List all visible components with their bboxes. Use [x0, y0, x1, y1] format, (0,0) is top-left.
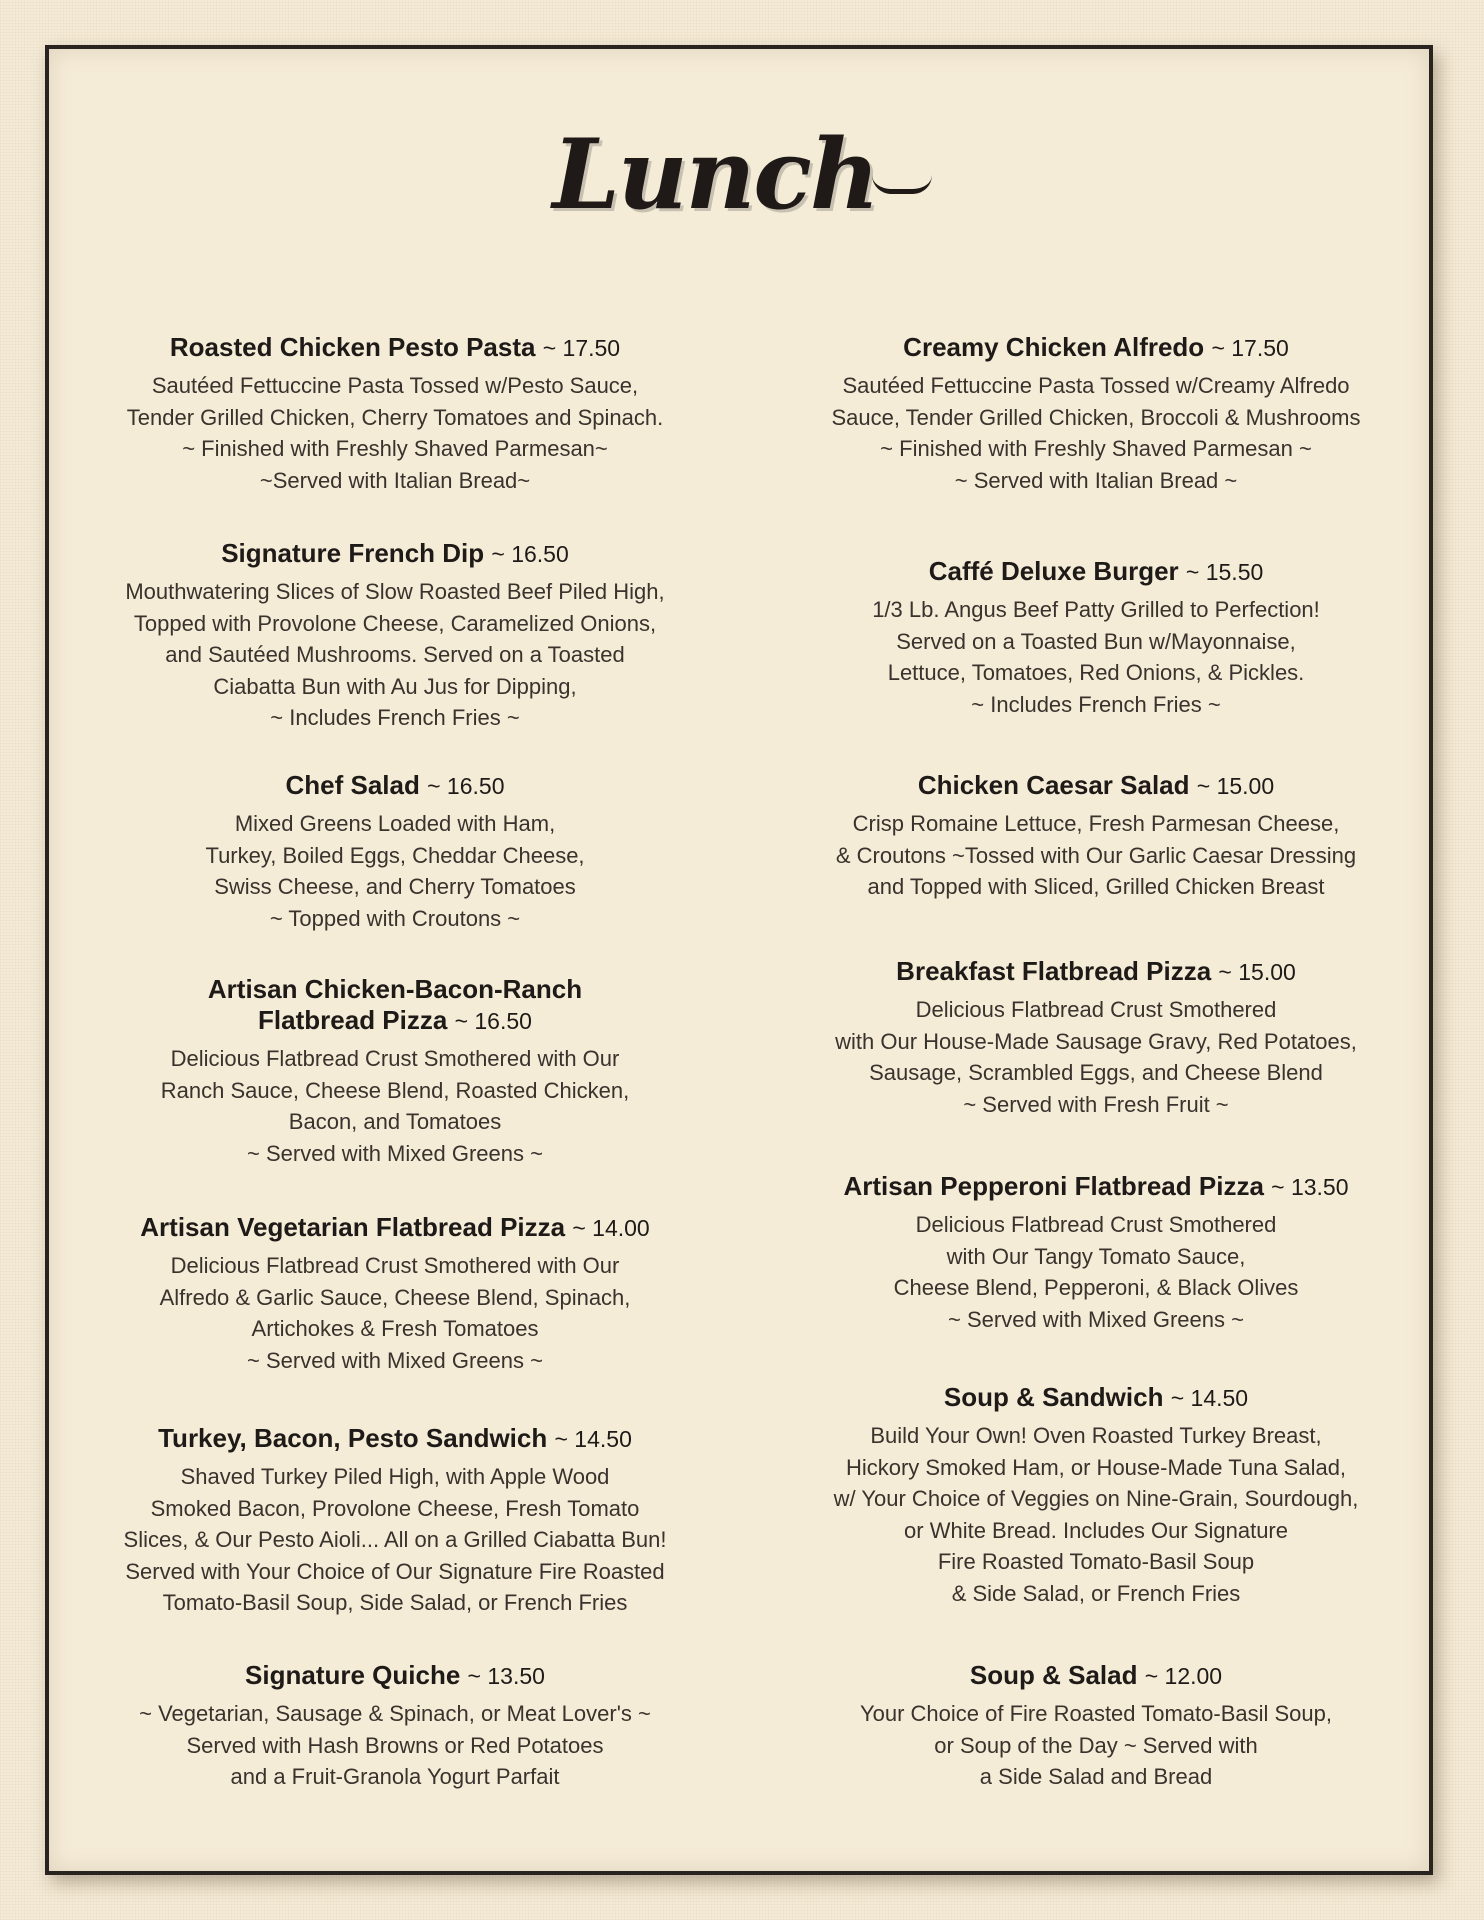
item-description-line: and a Fruit-Granola Yogurt Parfait [230, 1764, 560, 1789]
item-description-line: ~ Vegetarian, Sausage & Spinach, or Meat Lover's ~ [139, 1701, 651, 1726]
item-price: ~ 14.50 [1170, 1385, 1249, 1411]
item-name: Artisan Pepperoni Flatbread Pizza ~ 13.50 [843, 1171, 1349, 1201]
item-description-line: Slices, & Our Pesto Aioli... All on a Grilled Ciabatta Bun! [123, 1527, 667, 1552]
menu-item-artisan-pepperoni-flatbread [776, 1171, 1416, 1335]
item-price: ~ 16.50 [427, 773, 505, 799]
item-name: Turkey, Bacon, Pesto Sandwich ~ 14.50 [158, 1423, 632, 1453]
item-name: Signature Quiche ~ 13.50 [245, 1660, 545, 1690]
item-description-line: ~Served with Italian Bread~ [259, 467, 531, 493]
item-description-line: Your Choice of Fire Roasted Tomato-Basil Soup, [859, 1701, 1333, 1726]
menu-item-creamy-chicken-alfredo [776, 332, 1416, 496]
item-description-line: Ranch Sauce, Cheese Blend, Roasted Chicken, [160, 1077, 630, 1103]
item-price: ~ 14.50 [554, 1426, 632, 1452]
item-price: ~ 15.00 [1196, 773, 1275, 799]
item-description-line: Cheese Blend, Pepperoni, & Black Olives [893, 1275, 1299, 1300]
item-name: Signature French Dip ~ 16.50 [221, 538, 569, 568]
item-description-line: 1/3 Lb. Angus Beef Patty Grilled to Perfection! [872, 597, 1320, 622]
item-description-line: Tomato-Basil Soup, Side Salad, or French Fries [162, 1590, 628, 1615]
item-price: ~ 13.50 [467, 1663, 545, 1689]
item-description-line: Turkey, Boiled Eggs, Cheddar Cheese, [205, 842, 585, 868]
item-description-line: & Croutons ~Tossed with Our Garlic Caesar Dressing [835, 842, 1357, 868]
item-description-line: Crisp Romaine Lettuce, Fresh Parmesan Cheese, [852, 811, 1340, 836]
item-name: Artisan Chicken-Bacon-Ranch Flatbread Pizza ~ 16.50 [207, 974, 583, 1035]
item-description-line: or Soup of the Day ~ Served with [934, 1732, 1258, 1758]
item-description-line: and Topped with Sliced, Grilled Chicken Breast [867, 874, 1325, 899]
menu-item-signature-french-dip [75, 538, 715, 734]
item-name: Breakfast Flatbread Pizza ~ 15.00 [896, 956, 1296, 986]
item-description-line: Mixed Greens Loaded with Ham, [234, 811, 556, 836]
item-description-line: Swiss Cheese, and Cherry Tomatoes [214, 874, 576, 899]
item-description-line: ~ Served with Mixed Greens ~ [948, 1306, 1244, 1332]
item-description-line: and Sautéed Mushrooms. Served on a Toasted [165, 642, 625, 667]
item-description-line: Ciabatta Bun with Au Jus for Dipping, [213, 673, 577, 699]
menu-title: Lunch [0, 118, 1484, 231]
item-description-line: Shaved Turkey Piled High, with Apple Wood [180, 1464, 610, 1489]
item-description-line: Lettuce, Tomatoes, Red Onions, & Pickles. [887, 660, 1305, 685]
item-name: Chef Salad ~ 16.50 [285, 770, 505, 800]
item-description-line: ~ Served with Fresh Fruit ~ [963, 1091, 1229, 1117]
item-description-line: with Our Tangy Tomato Sauce, [946, 1243, 1246, 1269]
item-description-line: ~ Served with Mixed Greens ~ [247, 1140, 543, 1166]
item-description-line: Topped with Provolone Cheese, Caramelized Onions, [133, 610, 657, 636]
menu-item-roasted-chicken-pesto-pasta [75, 332, 715, 496]
item-description-line: Build Your Own! Oven Roasted Turkey Breast, [870, 1423, 1322, 1448]
menu-item-soup-and-sandwich [776, 1382, 1416, 1609]
item-description-line: Tender Grilled Chicken, Cherry Tomatoes and Spinach. [126, 404, 664, 430]
item-price: ~ 14.00 [572, 1215, 650, 1241]
item-description-line: ~ Served with Mixed Greens ~ [247, 1347, 543, 1373]
item-price: ~ 16.50 [454, 1008, 532, 1034]
item-description-line: ~ Finished with Freshly Shaved Parmesan~ [182, 436, 608, 461]
item-description-line: Delicious Flatbread Crust Smothered [915, 1212, 1277, 1237]
item-description-line: Served with Hash Browns or Red Potatoes [186, 1732, 604, 1758]
menu-item-chef-salad [75, 770, 715, 934]
item-description-line: & Side Salad, or French Fries [951, 1580, 1241, 1606]
menu-item-artisan-chicken-bacon-ranch [75, 974, 715, 1169]
menu-item-caffe-deluxe-burger [776, 556, 1416, 720]
item-name: Soup & Salad ~ 12.00 [969, 1660, 1223, 1690]
item-price: ~ 17.50 [1211, 335, 1289, 361]
item-description-line: Sausage, Scrambled Eggs, and Cheese Blend [869, 1060, 1323, 1085]
item-name: Chicken Caesar Salad ~ 15.00 [917, 770, 1275, 800]
item-description-line: Sautéed Fettuccine Pasta Tossed w/Pesto Sauce, [151, 373, 639, 398]
menu-item-signature-quiche [75, 1660, 715, 1793]
item-name: Soup & Sandwich ~ 14.50 [943, 1382, 1249, 1412]
item-description-line: ~ Includes French Fries ~ [270, 705, 520, 730]
item-description-line: Sauce, Tender Grilled Chicken, Broccoli & Mushrooms [831, 404, 1361, 430]
item-description-line: ~ Includes French Fries ~ [971, 691, 1221, 717]
item-name: Artisan Vegetarian Flatbread Pizza ~ 14.00 [140, 1212, 650, 1242]
item-description-line: with Our House-Made Sausage Gravy, Red Potatoes, [835, 1028, 1357, 1054]
item-name: Caffé Deluxe Burger ~ 15.50 [928, 556, 1264, 586]
item-description-line: Served on a Toasted Bun w/Mayonnaise, [896, 628, 1296, 654]
item-description-line: Artichokes & Fresh Tomatoes [251, 1316, 539, 1341]
menu-item-soup-and-salad [776, 1660, 1416, 1793]
item-description-line: Served with Your Choice of Our Signature Fire Roasted [125, 1558, 665, 1584]
item-description-line: or White Bread. Includes Our Signature [904, 1517, 1288, 1543]
item-price: ~ 16.50 [491, 541, 569, 567]
item-description-line: Smoked Bacon, Provolone Cheese, Fresh Tomato [150, 1495, 640, 1521]
menu-item-chicken-caesar-salad [776, 770, 1416, 903]
item-description-line: a Side Salad and Bread [979, 1764, 1213, 1789]
item-price: ~ 15.00 [1218, 959, 1296, 985]
item-description-line: Delicious Flatbread Crust Smothered with Our [170, 1253, 620, 1278]
menu-item-turkey-bacon-pesto-sandwich [75, 1423, 715, 1619]
item-price: ~ 15.50 [1185, 559, 1264, 585]
item-description-line: ~ Topped with Croutons ~ [269, 905, 521, 931]
item-description-line: ~ Served with Italian Bread ~ [954, 467, 1238, 493]
item-description-line: Alfredo & Garlic Sauce, Cheese Blend, Spinach, [159, 1284, 631, 1310]
item-description-line: Mouthwatering Slices of Slow Roasted Beef Piled High, [125, 579, 665, 604]
item-price: ~ 13.50 [1271, 1174, 1349, 1200]
item-description-line: Bacon, and Tomatoes [288, 1109, 502, 1134]
item-description-line: Sautéed Fettuccine Pasta Tossed w/Creamy Alfredo [842, 373, 1350, 398]
item-price: ~ 12.00 [1144, 1663, 1223, 1689]
item-description-line: ~ Finished with Freshly Shaved Parmesan ~ [880, 436, 1312, 461]
item-description-line: Delicious Flatbread Crust Smothered [915, 997, 1277, 1022]
item-name: Roasted Chicken Pesto Pasta ~ 17.50 [169, 332, 621, 362]
item-name: Creamy Chicken Alfredo ~ 17.50 [903, 332, 1289, 362]
menu-item-artisan-vegetarian-flatbread [75, 1212, 715, 1376]
item-description-line: Delicious Flatbread Crust Smothered with Our [170, 1046, 620, 1071]
item-description-line: w/ Your Choice of Veggies on Nine-Grain, Sourdough, [833, 1486, 1359, 1511]
item-price: ~ 17.50 [542, 335, 621, 361]
title-flourish [872, 175, 932, 194]
item-description-line: Fire Roasted Tomato-Basil Soup [937, 1549, 1255, 1574]
menu-item-breakfast-flatbread-pizza [776, 956, 1416, 1120]
item-description-line: Hickory Smoked Ham, or House-Made Tuna Salad, [845, 1454, 1347, 1480]
